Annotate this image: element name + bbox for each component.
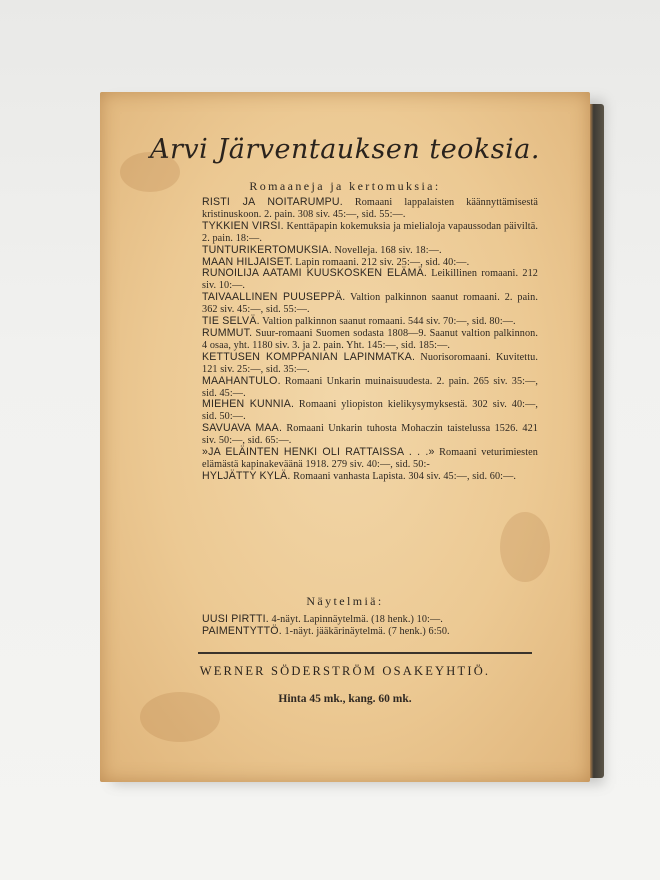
entry-description: Romaani lappalaisten käännyttämisestä kristinuskoon. 2. pain. 308 siv. 45:—, sid. 55:—. xyxy=(202,197,538,220)
entry-title: MAAN HILJAISET. xyxy=(202,255,293,268)
publisher: WERNER SÖDERSTRÖM OSAKEYHTIÖ. xyxy=(199,664,491,678)
plays-heading: Näytelmiä: xyxy=(306,594,384,608)
entry-title: TIE SELVÄ. xyxy=(202,315,260,328)
entry-description: Romaani vanhasta Lapista. 304 siv. 45:—, sid. 60:—. xyxy=(293,470,517,482)
entry-title: UUSI PIRTTI. xyxy=(202,613,269,625)
novel-entry xyxy=(202,423,538,447)
entry-title: RUNOILIJA AATAMI KUUSKOSKEN ELÄMÄ. xyxy=(202,267,428,280)
entry-title: TYKKIEN VIRSI. xyxy=(202,219,284,232)
entry-title: RUMMUT. xyxy=(202,326,253,339)
entry-title: RISTI JA NOITARUMPU. xyxy=(202,196,343,208)
entry-description: Romaani Unkarin muinaisuudesta. 2. pain. 265 siv. 35:—, sid. 45:—. xyxy=(202,375,539,399)
entry-title: PAIMENTYTTÖ. xyxy=(202,624,282,637)
novel-entry xyxy=(202,399,538,423)
divider-rule xyxy=(198,652,532,654)
novel-entry xyxy=(202,447,538,471)
novel-entry xyxy=(202,376,538,400)
entry-description: Lapin romaani. 212 siv. 25:—, sid. 40:—. xyxy=(295,256,470,268)
entry-description: Novelleja. 168 siv. 18:—. xyxy=(334,244,442,256)
entry-description: Romaani Unkarin tuhosta Mohaczin taistelussa 1526. 421 siv. 50:—, sid. 65:—. xyxy=(202,423,538,447)
paper-stain xyxy=(500,512,550,582)
entry-description: 4-näyt. Lapinnäytelmä. (18 henk.) 10:—. xyxy=(271,614,443,625)
novel-entry xyxy=(202,316,538,328)
novels-heading: Romaaneja ja kertomuksia: xyxy=(249,179,441,193)
novel-entry xyxy=(202,471,538,483)
entry-description: Romaani veturimiesten elämästä kapinakeväänä 1918. 279 siv. 40:—, sid. 50:- xyxy=(202,447,538,470)
novel-entry xyxy=(202,352,538,376)
entry-description: Nuorisoromaani. Kuvitettu. 121 siv. 25:—, sid. 35:—. xyxy=(202,351,539,375)
novels-list xyxy=(202,197,538,483)
entry-description: Suur-romaani Suomen sodasta 1808—9. Saanut valtion palkinnon. 4 osaa, yht. 1180 siv. 3. ja 2. pain. Yht. 145:—, sid. 185:—. xyxy=(202,327,539,351)
entry-title: SAVUAVA MAA. xyxy=(202,422,283,435)
price: Hinta 45 mk., kang. 60 mk. xyxy=(278,693,412,705)
entry-title: KETTUSEN KOMPPANIAN LAPINMATKA. xyxy=(202,350,416,363)
entry-title: MAAHANTULO. xyxy=(202,374,281,387)
entry-description: Leikillinen romaani. 212 siv. 10:—. xyxy=(202,268,538,292)
entry-title: HYLJÄTTY KYLÄ. xyxy=(202,469,291,482)
entry-description: Kenttäpapin kokemuksia ja mielialoja vapaussodan päiviltä. 2. pain. 18:—. xyxy=(202,220,538,244)
novel-entry xyxy=(202,197,538,221)
book-back-cover xyxy=(100,92,590,782)
novel-entry xyxy=(202,292,538,316)
entry-description: Valtion palkinnon saanut romaani. 544 siv. 70:—, sid. 80:—. xyxy=(262,316,516,328)
entry-title: »JA ELÄINTEN HENKI OLI RATTAISSA . . .» xyxy=(202,446,435,459)
novel-entry xyxy=(202,221,538,245)
entry-title: TUNTURIKERTOMUKSIA. xyxy=(202,243,332,256)
play-entry xyxy=(202,626,538,638)
entry-description: Valtion palkinnon saanut romaani. 2. pain. 362 siv. 45:—, sid. 55:—. xyxy=(202,292,539,316)
entry-title: TAIVAALLINEN PUUSEPPÄ. xyxy=(202,291,346,304)
plays-list xyxy=(202,614,538,638)
cover-title: Arvi Järventauksen teoksia. xyxy=(150,134,540,165)
entry-title: MIEHEN KUNNIA. xyxy=(202,398,295,411)
novel-entry xyxy=(202,328,538,352)
novel-entry xyxy=(202,268,538,292)
entry-description: 1-näyt. jääkärinäytelmä. (7 henk.) 6:50. xyxy=(284,625,450,637)
entry-description: Romaani yliopiston kielikysymyksestä. 302 siv. 40:—, sid. 50:—. xyxy=(202,399,539,423)
